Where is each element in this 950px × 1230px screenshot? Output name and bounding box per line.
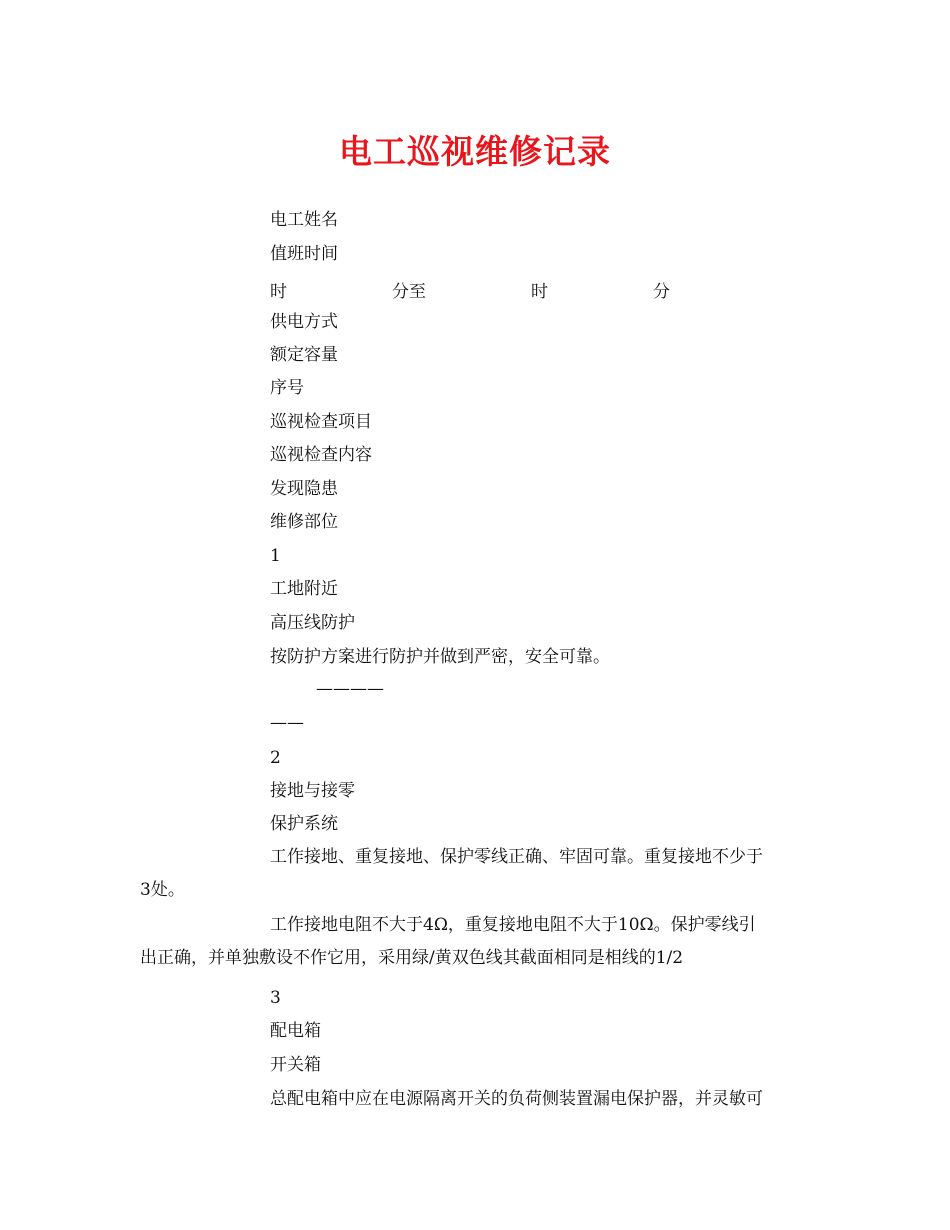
item2-content-paragraph-2	[140, 909, 815, 975]
item1-repair-dash: ——	[270, 713, 304, 733]
document-title: 电工巡视维修记录	[339, 132, 611, 171]
item2-p2-line2: 出正确，并单独敷设不作它用，采用绿/黄双色线其截面相同是相线的1/2	[140, 948, 684, 968]
item3-project-b: 开关箱	[270, 1055, 321, 1075]
field-duty-time: 值班时间	[270, 244, 338, 264]
column-inspect-item: 巡视检查项目	[270, 412, 372, 432]
item1-hazard-dash: ————	[316, 679, 384, 699]
time-hour-label-1: 时	[270, 282, 287, 302]
column-hazard-found: 发现隐患	[270, 479, 338, 499]
field-rated-capacity: 额定容量	[270, 345, 338, 365]
item1-number: 1	[270, 546, 281, 566]
time-minute-to-label: 分至	[392, 282, 426, 302]
time-minute-label: 分	[653, 282, 670, 302]
field-electrician-name: 电工姓名	[270, 210, 338, 230]
column-repair-part: 维修部位	[270, 512, 338, 532]
column-seq: 序号	[270, 378, 304, 398]
item2-project-a: 接地与接零	[270, 781, 355, 801]
item2-p1-line1: 工作接地、重复接地、保护零线正确、牢固可靠。重复接地不少于	[270, 847, 763, 867]
column-inspect-content: 巡视检查内容	[270, 445, 372, 465]
duty-time-row	[0, 277, 950, 302]
time-hour-label-2: 时	[531, 282, 548, 302]
item2-p1-line2: 3处。	[140, 880, 185, 900]
item3-project-a: 配电箱	[270, 1021, 321, 1041]
item3-number: 3	[270, 988, 281, 1008]
item2-p2-line1: 工作接地电阻不大于4Ω，重复接地电阻不大于10Ω。保护零线引	[270, 915, 756, 935]
item2-content-paragraph-1	[140, 841, 815, 907]
item2-project-b: 保护系统	[270, 814, 338, 834]
item1-project-b: 高压线防护	[270, 613, 355, 633]
item1-project-a: 工地附近	[270, 579, 338, 599]
item2-number: 2	[270, 748, 281, 768]
item3-content-line1: 总配电箱中应在电源隔离开关的负荷侧装置漏电保护器，并灵敏可	[270, 1089, 763, 1109]
item1-content: 按防护方案进行防护并做到严密，安全可靠。	[270, 647, 610, 667]
field-power-supply-mode: 供电方式	[270, 312, 338, 332]
